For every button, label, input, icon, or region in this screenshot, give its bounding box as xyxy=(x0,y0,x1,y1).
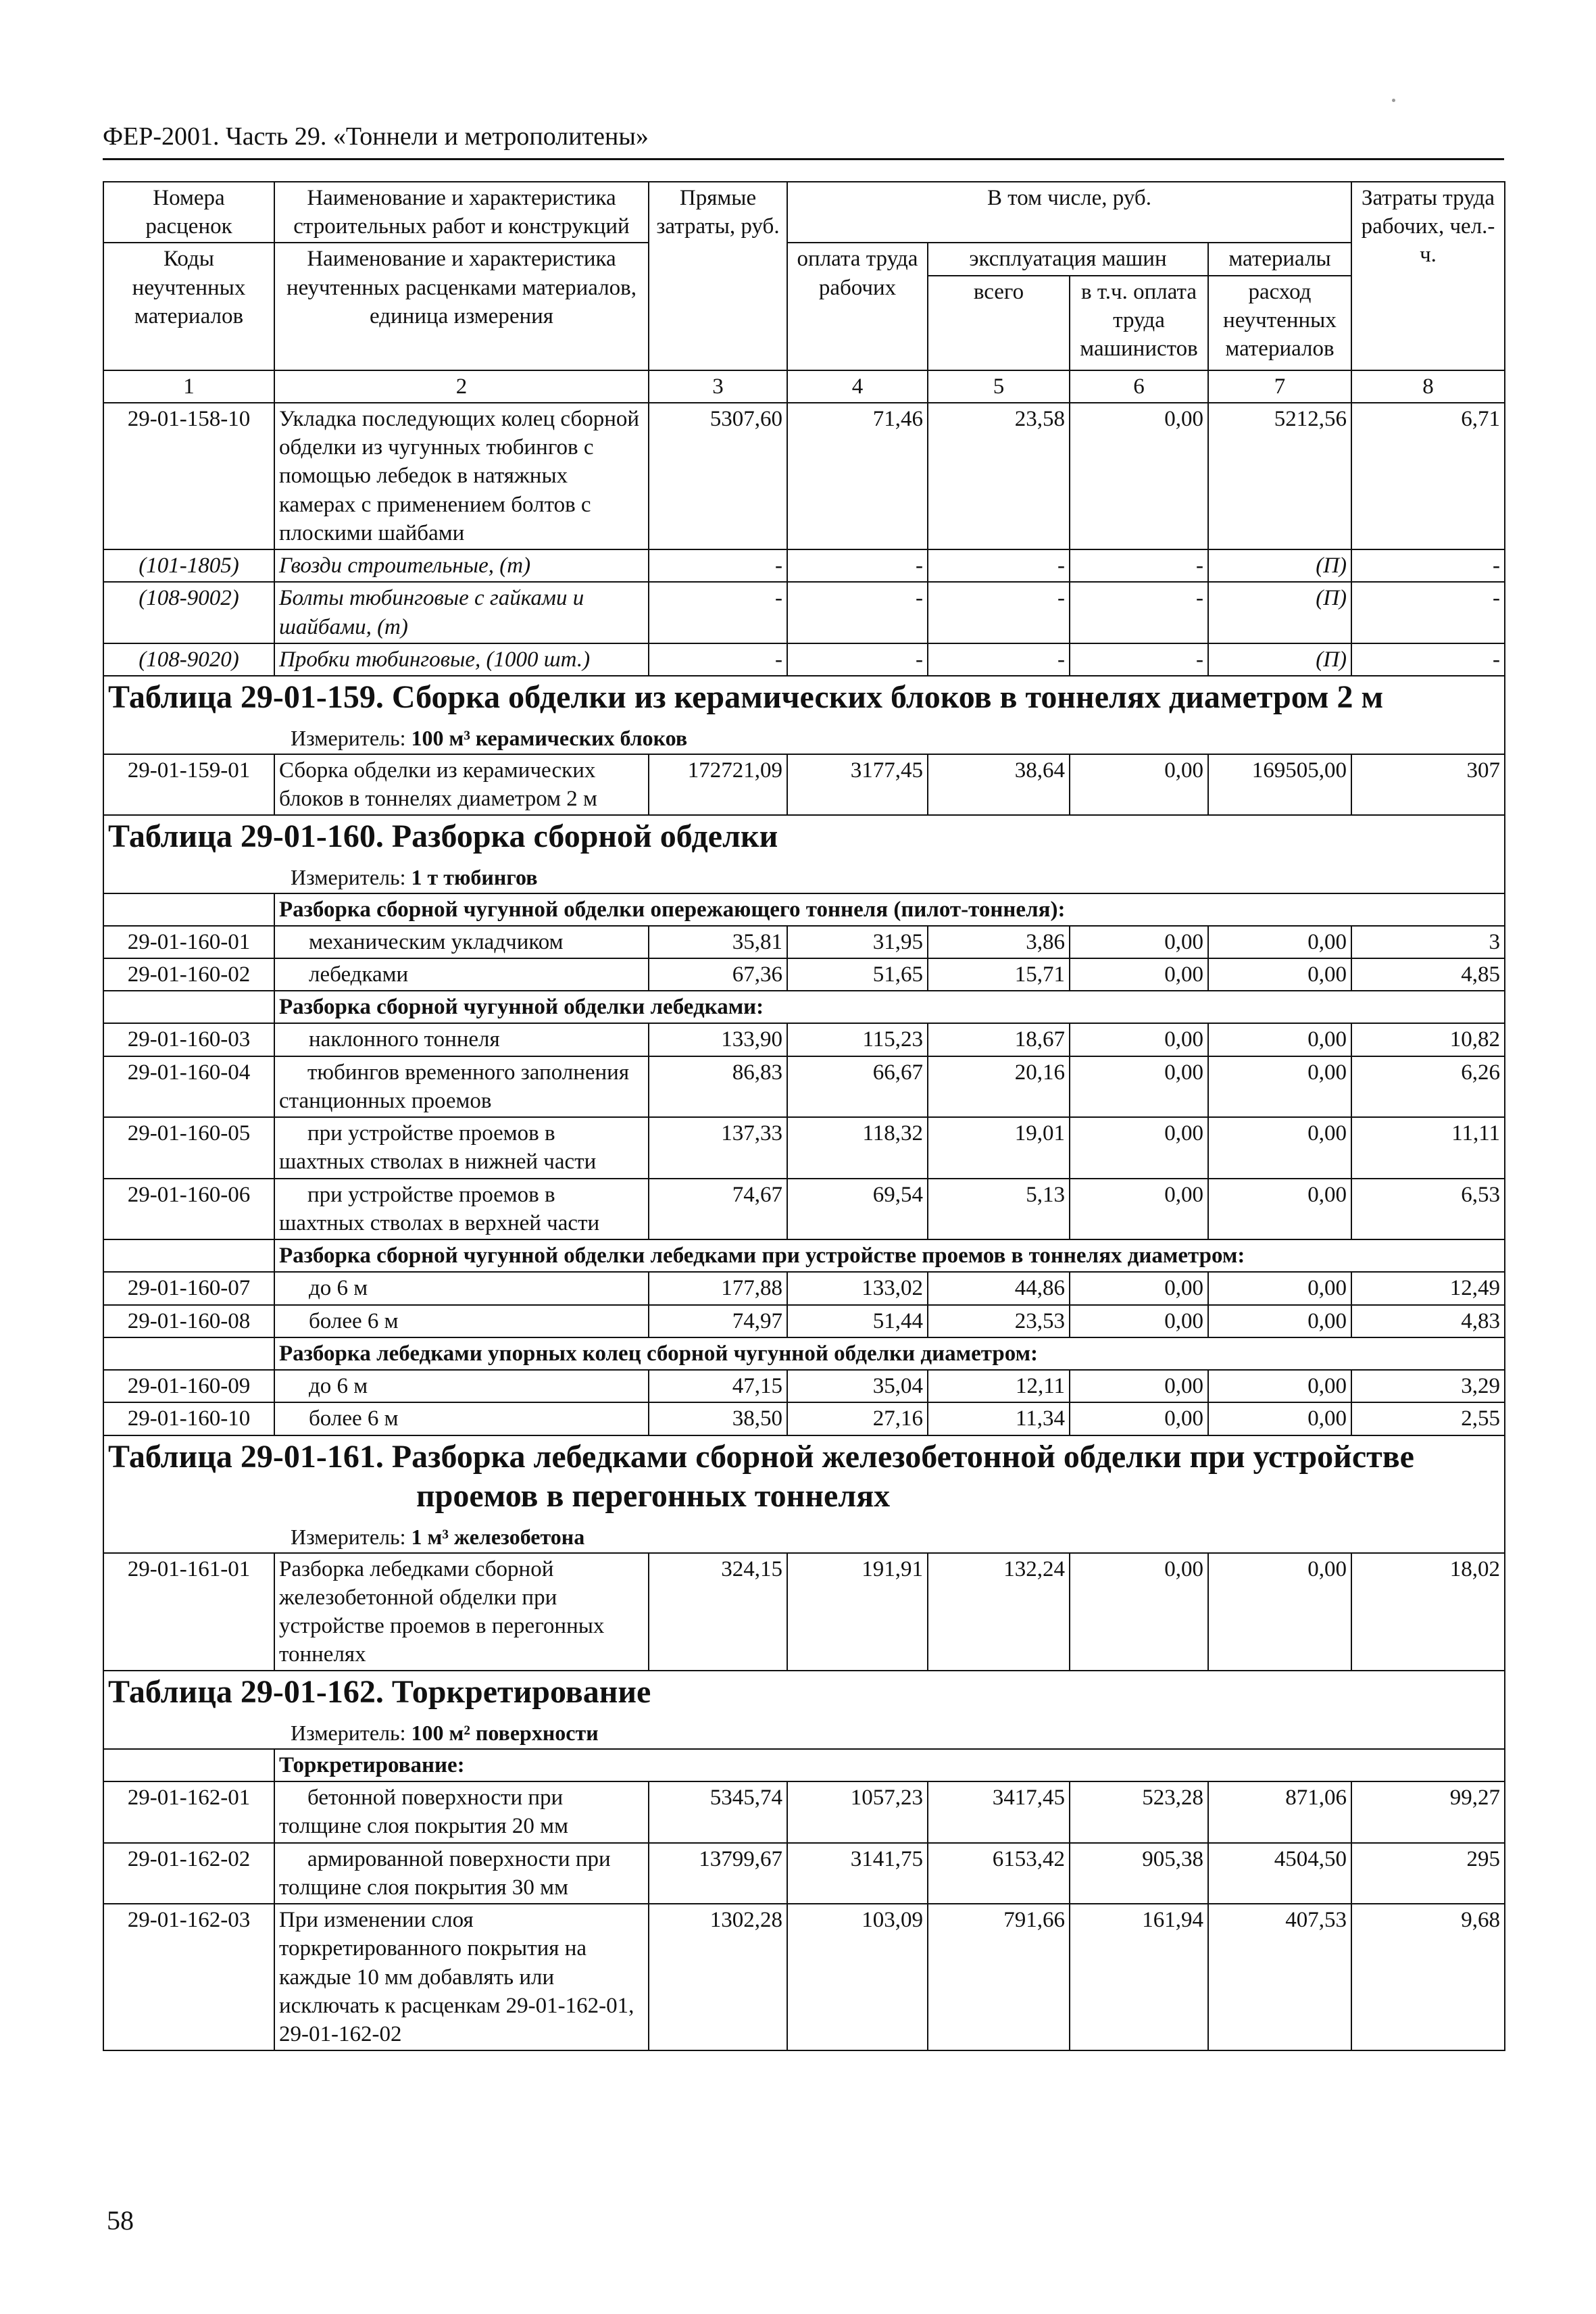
unit-value: 100 м³ керамических блоков xyxy=(411,725,688,750)
row-code: 29-01-162-01 xyxy=(103,1781,274,1842)
value-cell: 295 xyxy=(1351,1843,1505,1904)
unit-label: Измеритель: xyxy=(291,1721,406,1746)
header-naimenovanie-materialov: Наименование и характеристика неучтенных расценками материалов, единица измерения xyxy=(274,243,649,370)
value-cell: 115,23 xyxy=(787,1023,928,1056)
value-cell: - xyxy=(1351,549,1505,582)
unit-label: Измеритель: xyxy=(291,1524,406,1549)
section-header xyxy=(103,1671,1505,1749)
value-cell: 1057,23 xyxy=(787,1781,928,1842)
header-zatraty-truda: Затраты труда рабочих, чел.-ч. xyxy=(1351,182,1505,370)
value-cell: 13799,67 xyxy=(649,1843,787,1904)
value-cell: 3 xyxy=(1351,926,1505,958)
subsection-row xyxy=(103,1239,1505,1272)
row-code: 29-01-161-01 xyxy=(103,1553,274,1671)
value-cell: - xyxy=(649,582,787,643)
header-naimenovanie: Наименование и характеристика строительных работ и конструкций xyxy=(274,182,649,243)
value-cell: - xyxy=(928,643,1070,676)
value-cell: 0,00 xyxy=(1070,958,1208,991)
unit-line xyxy=(108,1719,1500,1747)
table-row xyxy=(103,1117,1505,1178)
unit-label: Измеритель: xyxy=(291,864,406,889)
subsection-title: Разборка сборной чугунной обделки лебедками: xyxy=(274,991,1505,1023)
value-cell: - xyxy=(928,582,1070,643)
value-cell: 67,36 xyxy=(649,958,787,991)
value-cell: 161,94 xyxy=(1070,1904,1208,2050)
row-name: лебедками xyxy=(274,958,649,991)
material-row xyxy=(103,582,1505,643)
table-row xyxy=(103,1904,1505,2050)
row-name: механическим укладчиком xyxy=(274,926,649,958)
value-cell: (П) xyxy=(1208,582,1351,643)
value-cell: - xyxy=(787,643,928,676)
row-name: более 6 м xyxy=(274,1402,649,1435)
header-rashod-materialov: расход неучтенных материалов xyxy=(1208,276,1351,370)
material-code: (108-9002) xyxy=(103,582,274,643)
header-nomera: Номера расценок xyxy=(103,182,274,243)
material-name: Пробки тюбинговые, (1000 шт.) xyxy=(274,643,649,676)
value-cell: 0,00 xyxy=(1070,754,1208,815)
value-cell: 172721,09 xyxy=(649,754,787,815)
value-cell: 6,53 xyxy=(1351,1179,1505,1239)
value-cell: 4,85 xyxy=(1351,958,1505,991)
value-cell: 0,00 xyxy=(1208,1056,1351,1117)
value-cell: 5212,56 xyxy=(1208,403,1351,549)
value-cell: (П) xyxy=(1208,643,1351,676)
value-cell: 66,67 xyxy=(787,1056,928,1117)
unit-value: 1 т тюбингов xyxy=(411,864,538,889)
row-name: бетонной поверхности при толщине слоя покрытия 20 мм xyxy=(274,1781,649,1842)
subsection-row xyxy=(103,1337,1505,1370)
row-code: 29-01-160-04 xyxy=(103,1056,274,1117)
column-number: 1 xyxy=(103,370,274,403)
value-cell: 12,11 xyxy=(928,1370,1070,1402)
value-cell: 0,00 xyxy=(1208,1553,1351,1671)
row-code: 29-01-160-05 xyxy=(103,1117,274,1178)
table-title: Таблица 29-01-160. Разборка сборной обделки xyxy=(108,818,778,855)
value-cell: 0,00 xyxy=(1070,1117,1208,1178)
value-cell: 5,13 xyxy=(928,1179,1070,1239)
value-cell: 905,38 xyxy=(1070,1843,1208,1904)
column-number: 2 xyxy=(274,370,649,403)
unit-line xyxy=(108,1523,1500,1551)
table-row xyxy=(103,403,1505,549)
value-cell: - xyxy=(787,582,928,643)
value-cell: 0,00 xyxy=(1070,1402,1208,1435)
table-title: Таблица 29-01-161. Разборка лебедками сборной железобетонной обделки при устройстве xyxy=(108,1438,1414,1475)
value-cell: 4,83 xyxy=(1351,1305,1505,1337)
table-row xyxy=(103,1781,1505,1842)
value-cell: 86,83 xyxy=(649,1056,787,1117)
value-cell: 0,00 xyxy=(1208,1370,1351,1402)
header-materialy: материалы xyxy=(1208,243,1351,275)
value-cell: 871,06 xyxy=(1208,1781,1351,1842)
value-cell: - xyxy=(649,549,787,582)
value-cell: 4504,50 xyxy=(1208,1843,1351,1904)
value-cell: 74,67 xyxy=(649,1179,787,1239)
row-name: тюбингов временного заполнения станционных проемов xyxy=(274,1056,649,1117)
value-cell: 5307,60 xyxy=(649,403,787,549)
value-cell: 31,95 xyxy=(787,926,928,958)
table-row xyxy=(103,1023,1505,1056)
material-row xyxy=(103,549,1505,582)
row-code: 29-01-160-10 xyxy=(103,1402,274,1435)
value-cell: - xyxy=(1070,549,1208,582)
value-cell: 15,71 xyxy=(928,958,1070,991)
table-row xyxy=(103,1843,1505,1904)
column-number: 6 xyxy=(1070,370,1208,403)
row-code: 29-01-162-03 xyxy=(103,1904,274,2050)
value-cell: 6,71 xyxy=(1351,403,1505,549)
row-name: при устройстве проемов в шахтных стволах в нижней части xyxy=(274,1117,649,1178)
value-cell: 9,68 xyxy=(1351,1904,1505,2050)
row-name: Разборка лебедками сборной железобетонной обделки при устройстве проемов в перегонных тоннелях xyxy=(274,1553,649,1671)
value-cell: - xyxy=(1351,643,1505,676)
value-cell: (П) xyxy=(1208,549,1351,582)
section-header xyxy=(103,676,1505,754)
subsection-row xyxy=(103,893,1505,926)
value-cell: 2,55 xyxy=(1351,1402,1505,1435)
row-code: 29-01-159-01 xyxy=(103,754,274,815)
value-cell: 27,16 xyxy=(787,1402,928,1435)
value-cell: 0,00 xyxy=(1208,1305,1351,1337)
value-cell: 11,11 xyxy=(1351,1117,1505,1178)
value-cell: 0,00 xyxy=(1070,403,1208,549)
value-cell: - xyxy=(928,549,1070,582)
value-cell: 118,32 xyxy=(787,1117,928,1178)
value-cell: 791,66 xyxy=(928,1904,1070,2050)
row-name: наклонного тоннеля xyxy=(274,1023,649,1056)
price-table xyxy=(103,181,1505,2051)
header-oplata-truda: оплата труда рабочих xyxy=(787,243,928,370)
value-cell: 18,02 xyxy=(1351,1553,1505,1671)
material-code: (108-9020) xyxy=(103,643,274,676)
value-cell: 6153,42 xyxy=(928,1843,1070,1904)
value-cell: 0,00 xyxy=(1070,1272,1208,1304)
row-name: Укладка последующих колец сборной обделки из чугунных тюбингов с помощью лебедок в натяжных камерах с применением болтов с плоскими шайбами xyxy=(274,403,649,549)
unit-value: 1 м³ железобетона xyxy=(411,1524,585,1549)
material-name: Гвозди строительные, (т) xyxy=(274,549,649,582)
table-row xyxy=(103,1305,1505,1337)
unit-value: 100 м² поверхности xyxy=(411,1721,599,1746)
value-cell: - xyxy=(1070,643,1208,676)
column-number: 8 xyxy=(1351,370,1505,403)
value-cell: 133,90 xyxy=(649,1023,787,1056)
value-cell: 133,02 xyxy=(787,1272,928,1304)
row-code: 29-01-158-10 xyxy=(103,403,274,549)
value-cell: 20,16 xyxy=(928,1056,1070,1117)
table-row xyxy=(103,1553,1505,1671)
subsection-title: Разборка лебедками упорных колец сборной чугунной обделки диаметром: xyxy=(274,1337,1505,1370)
header-ekspluataciya-mashin: эксплуатация машин xyxy=(928,243,1208,275)
value-cell: 0,00 xyxy=(1208,1179,1351,1239)
table-title: Таблица 29-01-162. Торкретирование xyxy=(108,1674,651,1710)
value-cell: 10,82 xyxy=(1351,1023,1505,1056)
column-number: 4 xyxy=(787,370,928,403)
row-name: до 6 м xyxy=(274,1272,649,1304)
value-cell: 3141,75 xyxy=(787,1843,928,1904)
column-number: 3 xyxy=(649,370,787,403)
value-cell: 0,00 xyxy=(1208,1023,1351,1056)
table-row xyxy=(103,1179,1505,1239)
value-cell: 0,00 xyxy=(1208,958,1351,991)
row-code: 29-01-160-09 xyxy=(103,1370,274,1402)
value-cell: 12,49 xyxy=(1351,1272,1505,1304)
value-cell: 23,53 xyxy=(928,1305,1070,1337)
section-header xyxy=(103,1435,1505,1553)
value-cell: 35,04 xyxy=(787,1370,928,1402)
header-pryamye-zatraty: Прямые затраты, руб. xyxy=(649,182,787,370)
table-title: Таблица 29-01-159. Сборка обделки из керамических блоков в тоннелях диаметром 2 м xyxy=(108,679,1384,716)
material-code: (101-1805) xyxy=(103,549,274,582)
value-cell: 0,00 xyxy=(1070,1179,1208,1239)
value-cell: 3,29 xyxy=(1351,1370,1505,1402)
row-name: более 6 м xyxy=(274,1305,649,1337)
value-cell: 0,00 xyxy=(1070,1553,1208,1671)
column-number: 5 xyxy=(928,370,1070,403)
row-name: до 6 м xyxy=(274,1370,649,1402)
page-header: ФЕР-2001. Часть 29. «Тоннели и метрополитены» xyxy=(103,122,1504,160)
row-code: 29-01-160-07 xyxy=(103,1272,274,1304)
value-cell: - xyxy=(1070,582,1208,643)
value-cell: 44,86 xyxy=(928,1272,1070,1304)
value-cell: 18,67 xyxy=(928,1023,1070,1056)
value-cell: 0,00 xyxy=(1208,926,1351,958)
table-row xyxy=(103,1402,1505,1435)
value-cell: 35,81 xyxy=(649,926,787,958)
value-cell: 23,58 xyxy=(928,403,1070,549)
material-row xyxy=(103,643,1505,676)
value-cell: 51,44 xyxy=(787,1305,928,1337)
value-cell: 38,50 xyxy=(649,1402,787,1435)
value-cell: 0,00 xyxy=(1208,1272,1351,1304)
table-row xyxy=(103,958,1505,991)
unit-line xyxy=(108,864,1500,891)
value-cell: 132,24 xyxy=(928,1553,1070,1671)
value-cell: 177,88 xyxy=(649,1272,787,1304)
row-name: армированной поверхности при толщине слоя покрытия 30 мм xyxy=(274,1843,649,1904)
table-row xyxy=(103,1272,1505,1304)
value-cell: - xyxy=(649,643,787,676)
value-cell: 71,46 xyxy=(787,403,928,549)
row-name: Сборка обделки из керамических блоков в тоннелях диаметром 2 м xyxy=(274,754,649,815)
value-cell: 0,00 xyxy=(1070,926,1208,958)
row-code: 29-01-160-06 xyxy=(103,1179,274,1239)
value-cell: 5345,74 xyxy=(649,1781,787,1842)
header-v-tch-oplata: в т.ч. оплата труда машинистов xyxy=(1070,276,1208,370)
subsection-title: Разборка сборной чугунной обделки лебедками при устройстве проемов в тоннелях диаметром: xyxy=(274,1239,1505,1272)
value-cell: 191,91 xyxy=(787,1553,928,1671)
row-code: 29-01-160-01 xyxy=(103,926,274,958)
table-title-continuation: проемов в перегонных тоннелях xyxy=(416,1478,891,1515)
page-number: 58 xyxy=(107,2205,134,2236)
value-cell: 0,00 xyxy=(1070,1370,1208,1402)
value-cell: - xyxy=(787,549,928,582)
value-cell: 407,53 xyxy=(1208,1904,1351,2050)
header-vsego: всего xyxy=(928,276,1070,370)
value-cell: 38,64 xyxy=(928,754,1070,815)
value-cell: 3177,45 xyxy=(787,754,928,815)
column-number: 7 xyxy=(1208,370,1351,403)
value-cell: 324,15 xyxy=(649,1553,787,1671)
value-cell: 103,09 xyxy=(787,1904,928,2050)
unit-line xyxy=(108,724,1500,752)
scan-speck xyxy=(1392,99,1395,102)
subsection-title: Разборка сборной чугунной обделки опережающего тоннеля (пилот-тоннеля): xyxy=(274,893,1505,926)
value-cell: 69,54 xyxy=(787,1179,928,1239)
value-cell: 0,00 xyxy=(1070,1056,1208,1117)
value-cell: 51,65 xyxy=(787,958,928,991)
subsection-row xyxy=(103,991,1505,1023)
section-header xyxy=(103,815,1505,893)
value-cell: 6,26 xyxy=(1351,1056,1505,1117)
value-cell: 3,86 xyxy=(928,926,1070,958)
header-v-tom-chisle: В том числе, руб. xyxy=(787,182,1351,243)
row-name: При изменении слоя торкретированного покрытия на каждые 10 мм добавлять или исключать к расценкам 29-01-162-01, 29-01-162-02 xyxy=(274,1904,649,2050)
value-cell: 99,27 xyxy=(1351,1781,1505,1842)
row-code: 29-01-160-08 xyxy=(103,1305,274,1337)
table-row xyxy=(103,1370,1505,1402)
value-cell: 0,00 xyxy=(1208,1117,1351,1178)
row-code: 29-01-160-03 xyxy=(103,1023,274,1056)
value-cell: 169505,00 xyxy=(1208,754,1351,815)
value-cell: 19,01 xyxy=(928,1117,1070,1178)
row-code: 29-01-160-02 xyxy=(103,958,274,991)
value-cell: 0,00 xyxy=(1208,1402,1351,1435)
value-cell: 307 xyxy=(1351,754,1505,815)
subsection-row xyxy=(103,1749,1505,1781)
value-cell: 523,28 xyxy=(1070,1781,1208,1842)
table-row xyxy=(103,754,1505,815)
value-cell: - xyxy=(1351,582,1505,643)
table-row xyxy=(103,926,1505,958)
subsection-title: Торкретирование: xyxy=(274,1749,1505,1781)
value-cell: 1302,28 xyxy=(649,1904,787,2050)
value-cell: 137,33 xyxy=(649,1117,787,1178)
row-name: при устройстве проемов в шахтных стволах в верхней части xyxy=(274,1179,649,1239)
material-name: Болты тюбинговые с гайками и шайбами, (т) xyxy=(274,582,649,643)
value-cell: 74,97 xyxy=(649,1305,787,1337)
header-kody: Коды неучтенных материалов xyxy=(103,243,274,370)
value-cell: 0,00 xyxy=(1070,1305,1208,1337)
value-cell: 47,15 xyxy=(649,1370,787,1402)
value-cell: 0,00 xyxy=(1070,1023,1208,1056)
value-cell: 11,34 xyxy=(928,1402,1070,1435)
unit-label: Измеритель: xyxy=(291,725,406,750)
table-row xyxy=(103,1056,1505,1117)
value-cell: 3417,45 xyxy=(928,1781,1070,1842)
row-code: 29-01-162-02 xyxy=(103,1843,274,1904)
